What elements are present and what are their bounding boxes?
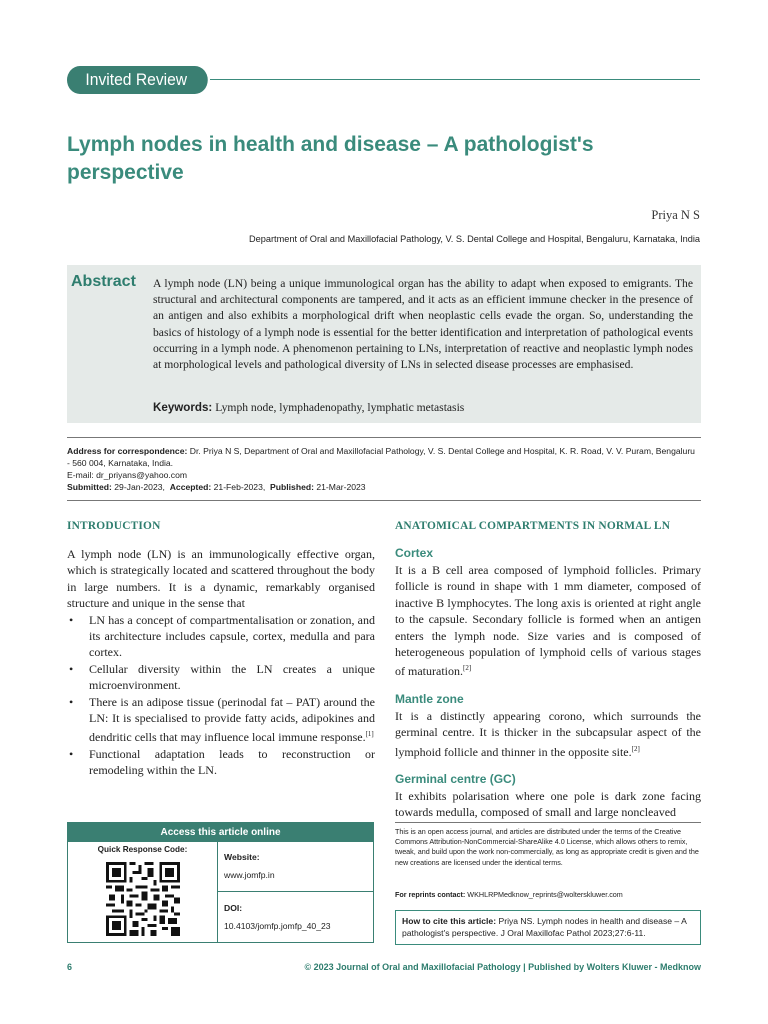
- introduction-bullets: [67, 612, 375, 779]
- section-heading-anatomy: ANATOMICAL COMPARTMENTS IN NORMAL LN: [395, 520, 671, 532]
- doi-label: DOI:: [224, 903, 243, 913]
- address-text: Dr. Priya N S, Department of Oral and Maxillofacial Pathology, V. S. Dental College and Hospital, K. R. Road, V. V. Puram, Bengaluru - 560 004, Karnataka, India.: [67, 446, 695, 468]
- left-column: [67, 520, 375, 779]
- accepted-label: Accepted:: [169, 482, 212, 492]
- access-heading: Access this article online: [68, 823, 373, 842]
- list-item: [67, 694, 375, 746]
- abstract-box: [67, 265, 701, 423]
- subheading-mantle-zone: Mantle zone: [395, 691, 464, 706]
- section-heading-introduction: INTRODUCTION: [67, 520, 161, 532]
- submitted-label: Submitted:: [67, 482, 112, 492]
- list-item: • Functional adaptation leads to reconstruction or remodeling within the LN.: [67, 746, 375, 779]
- citation-ref[interactable]: [1]: [365, 730, 374, 739]
- website-cell: [218, 842, 373, 892]
- published-date: 21-Mar-2023: [316, 482, 366, 492]
- author-affiliation: Department of Oral and Maxillofacial Pathology, V. S. Dental College and Hospital, Bengaluru, Karnataka, India: [249, 234, 700, 244]
- subheading-cortex: Cortex: [395, 546, 434, 560]
- divider: [395, 822, 701, 823]
- right-column: [395, 520, 701, 821]
- citation-ref[interactable]: [2]: [462, 664, 472, 673]
- article-type-banner: Invited Review: [67, 66, 208, 94]
- doi-cell: [218, 893, 373, 943]
- author-name: Priya N S: [651, 208, 700, 222]
- list-item: • Cellular diversity within the LN creates a unique microenvironment.: [67, 661, 375, 694]
- citation-box: [395, 910, 701, 945]
- introduction-paragraph: A lymph node (LN) is an immunologically effective organ, which is strategically located and scattered throughout the body in large numbers. It is a dynamic, remarkably organised structure and unique in the sense that: [67, 547, 375, 611]
- keywords-value: Lymph node, lymphadenopathy, lymphatic metastasis: [215, 401, 465, 414]
- qr-cell: [68, 842, 218, 942]
- abstract-heading: Abstract: [71, 273, 136, 290]
- reprints-label: For reprints contact:: [395, 890, 466, 899]
- mantle-text: It is a distinctly appearing corono, which surrounds the germinal centre. It is thicker in the subcapsular aspect of the lymphoid follicle and thinner in the opposite site.: [395, 708, 701, 759]
- website-link[interactable]: www.jomfp.in: [224, 870, 275, 880]
- mantle-paragraph: [395, 708, 701, 760]
- address-label: Address for correspondence:: [67, 446, 188, 456]
- germinal-centre-paragraph: It exhibits polarisation where one pole is dark zone facing towards medulla, composed of small and large noncleaved: [395, 789, 701, 820]
- website-label: Website:: [224, 852, 260, 862]
- page-number: 6: [67, 962, 73, 972]
- keywords: [153, 401, 464, 414]
- submitted-date: 29-Jan-2023,: [114, 482, 165, 492]
- qr-code-icon[interactable]: [106, 862, 180, 936]
- divider: [67, 437, 701, 438]
- list-item: • LN has a concept of compartmentalisation or zonation, and its architecture includes capsule, cortex, medulla and para cortex.: [67, 612, 375, 661]
- journal-footer: © 2023 Journal of Oral and Maxillofacial Pathology | Published by Wolters Kluwer - Medknow: [304, 962, 701, 972]
- cite-label: How to cite this article:: [402, 916, 497, 926]
- cite-text: Priya NS. Lymph nodes in health and disease – A pathologist's perspective. J Oral Maxillofac Pathol 2023;27:6-11.: [402, 916, 687, 938]
- cortex-paragraph: [395, 562, 701, 680]
- keywords-label: Keywords:: [153, 401, 213, 414]
- published-label: Published:: [270, 482, 314, 492]
- subheading-germinal-centre: Germinal centre (GC): [395, 772, 516, 787]
- access-article-box: [67, 822, 374, 943]
- accepted-date: 21-Feb-2023,: [213, 482, 266, 492]
- qr-label: Quick Response Code:: [97, 845, 188, 854]
- abstract-text: A lymph node (LN) being a unique immunological organ has the ability to adapt when exposed to emigrants. The structural and architectural components are tampered, and it acts as an efficient immune checker in the presence of an antigen and also exhibits a morphological drift when neoplastic cells evade the organ. So, understanding the basics of histology of a lymph node is essential for the better identification and interpretation of pathological events occurring in a lymph node. A phenomenon pertaining to LNs, interpretation of reactive and neoplastic lymph nodes at morphological levels and pathological diversity of LNs in selected disease processes are emphasised.: [153, 277, 693, 372]
- list-item-text: There is an adipose tissue (perinodal fat – PAT) around the LN: It is specialised to provide fatty acids, adipokines and dendritic cells that may influence local immune response.: [89, 694, 375, 745]
- license-text: This is an open access journal, and articles are distributed under the terms of the Creative Commons Attribution-NonCommercial-ShareAlike 4.0 License, which allows others to remix, tweak, and build upon the work non-commercially, as long as appropriate credit is given and the new creations are licensed under the identical terms.: [395, 827, 699, 867]
- correspondence-block: [67, 445, 697, 493]
- banner-rule: [210, 79, 700, 80]
- reprints-contact: [395, 890, 623, 899]
- cortex-text: It is a B cell area composed of lymphoid follicles. Primary follicle is round in shape with 1 mm diameter, composed of inactive B lymphocytes. The long axis is oriented at right angle to the capsule. Secondary follicle is formed when an antigen enters the lymph node. Size varies and is composed of heterogeneous population of lymphoid cells of various stages of maturation.: [395, 563, 701, 679]
- divider: [67, 500, 701, 501]
- doi-link[interactable]: 10.4103/jomfp.jomfp_40_23: [224, 921, 331, 931]
- article-title: Lymph nodes in health and disease – A pathologist's perspective: [67, 133, 594, 184]
- citation-ref[interactable]: [2]: [631, 744, 640, 753]
- email-text: E-mail: dr_priyans@yahoo.com: [67, 470, 188, 480]
- reprints-email[interactable]: WKHLRPMedknow_reprints@wolterskluwer.com: [467, 890, 623, 899]
